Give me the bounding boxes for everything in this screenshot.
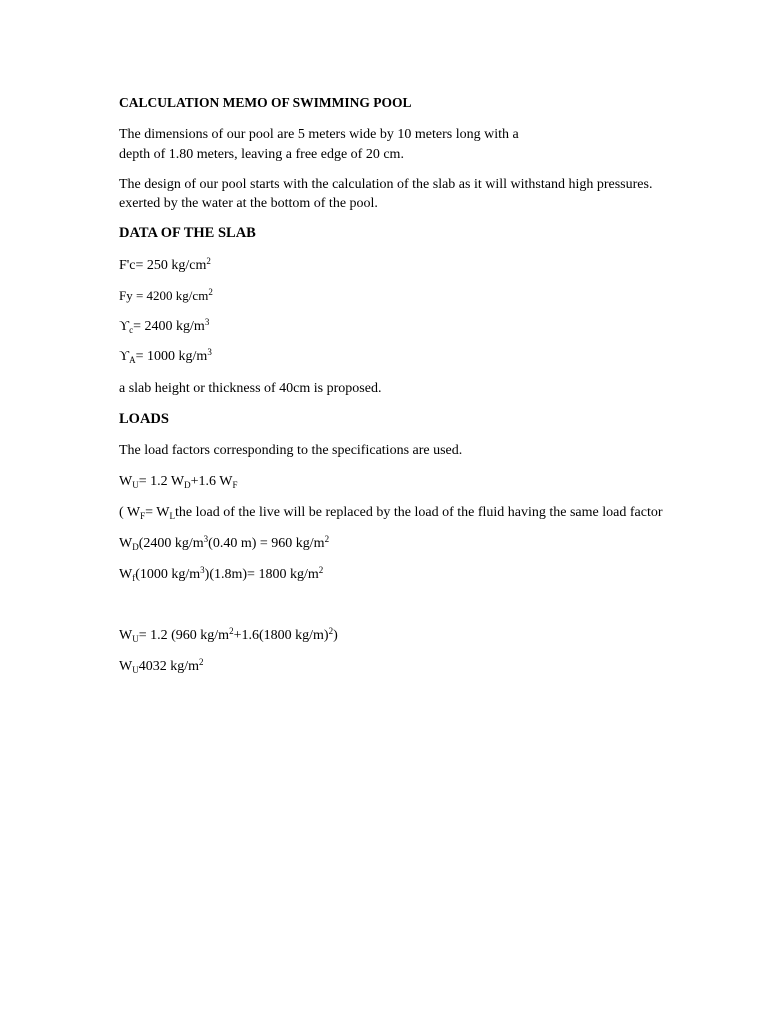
wu-calculation: $W_U= 1.2$ (960 $kg/m^2+1.6(1800$ kg/m)$^2$) [119,626,338,644]
intro-line-3: The design of our pool starts with the calculation of the slab as it will withstand high pressures. [119,177,653,192]
load-factors-text: The load factors corresponding to the specifications are used. [119,443,463,458]
intro-line-2: depth of 1.80 meters, leaving a free edge of 20 cm. [119,147,404,162]
fc-value: F'c= 250 $kg/cm^2$ [119,256,211,273]
wd-calculation: $W_D(2400$ $kg/m^3(0.40$ m) = 960 $kg/m^2$ [119,534,330,552]
wu-formula: $W_U= 1.2$ $W_D+1.6$ $W_F$ [119,474,238,490]
slab-heading: DATA OF THE SLAB [119,225,256,241]
fy-value: Fy = 4200 $kg/cm^2$ [119,287,213,303]
intro-line-1: The dimensions of our pool are 5 meters wide by 10 meters long with a [119,127,519,142]
slab-thickness-text: a slab height or thickness of 40cm is proposed. [119,381,382,396]
concrete-unit-weight: $ϒ_c= 2400$ $kg/m^3$ [119,317,210,335]
document-title: CALCULATION MEMO OF SWIMMING POOL [119,95,412,110]
load-note: ( $W_F= W_Lthe$ load of the live will be replaced by the load of the fluid having the same load factor [119,505,663,521]
water-unit-weight: $ϒ_A= 1000$ $kg/m^3$ [119,347,212,365]
intro-line-4: exerted by the water at the bottom of the pool. [119,196,378,211]
wf-calculation: $W_f(1000$ $kg/m^3)(1.8m)= 1800$ $kg/m^2$ [119,565,324,583]
loads-heading: LOADS [119,411,169,427]
wu-result: $W_U4032$ $kg/m^2$ [119,657,204,675]
